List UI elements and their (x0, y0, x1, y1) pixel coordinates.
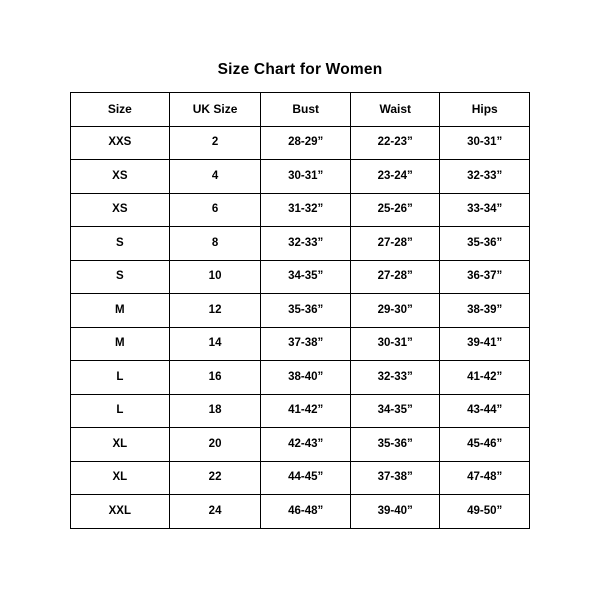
cell-bust: 37-38” (261, 327, 351, 361)
cell-bust: 31-32” (261, 193, 351, 227)
cell-size: XS (71, 160, 170, 194)
cell-uk-size: 4 (169, 160, 261, 194)
cell-size: S (71, 227, 170, 261)
cell-waist: 27-28” (350, 260, 440, 294)
column-header-bust: Bust (261, 93, 351, 127)
cell-hips: 45-46” (440, 428, 530, 462)
cell-uk-size: 24 (169, 495, 261, 529)
table-row (71, 327, 530, 361)
cell-uk-size: 12 (169, 294, 261, 328)
cell-size: L (71, 361, 170, 395)
cell-uk-size: 6 (169, 193, 261, 227)
table-row (71, 461, 530, 495)
column-header-uk-size: UK Size (169, 93, 261, 127)
cell-bust: 42-43” (261, 428, 351, 462)
cell-hips: 36-37” (440, 260, 530, 294)
cell-bust: 30-31” (261, 160, 351, 194)
table-header (71, 93, 530, 127)
cell-uk-size: 8 (169, 227, 261, 261)
table-body (71, 126, 530, 528)
cell-bust: 38-40” (261, 361, 351, 395)
cell-waist: 27-28” (350, 227, 440, 261)
cell-bust: 41-42” (261, 394, 351, 428)
cell-size: M (71, 294, 170, 328)
cell-hips: 43-44” (440, 394, 530, 428)
cell-hips: 32-33” (440, 160, 530, 194)
page-title: Size Chart for Women (217, 61, 383, 78)
cell-size: S (71, 260, 170, 294)
cell-size: M (71, 327, 170, 361)
cell-uk-size: 20 (169, 428, 261, 462)
cell-size: XXS (71, 126, 170, 160)
cell-size: XL (71, 461, 170, 495)
cell-waist: 39-40” (350, 495, 440, 529)
cell-waist: 37-38” (350, 461, 440, 495)
cell-waist: 22-23” (350, 126, 440, 160)
cell-uk-size: 18 (169, 394, 261, 428)
cell-waist: 35-36” (350, 428, 440, 462)
cell-hips: 30-31” (440, 126, 530, 160)
table-row (71, 227, 530, 261)
table-row (71, 126, 530, 160)
cell-hips: 49-50” (440, 495, 530, 529)
cell-bust: 35-36” (261, 294, 351, 328)
cell-waist: 34-35” (350, 394, 440, 428)
cell-waist: 29-30” (350, 294, 440, 328)
cell-waist: 25-26” (350, 193, 440, 227)
size-chart-table-container (70, 92, 530, 529)
column-header-hips: Hips (440, 93, 530, 127)
cell-waist: 30-31” (350, 327, 440, 361)
cell-uk-size: 22 (169, 461, 261, 495)
cell-bust: 34-35” (261, 260, 351, 294)
table-row (71, 160, 530, 194)
size-chart-table (70, 92, 530, 529)
column-header-size: Size (71, 93, 170, 127)
cell-size: XL (71, 428, 170, 462)
cell-uk-size: 10 (169, 260, 261, 294)
cell-hips: 41-42” (440, 361, 530, 395)
cell-hips: 47-48” (440, 461, 530, 495)
table-row (71, 193, 530, 227)
cell-uk-size: 2 (169, 126, 261, 160)
table-row (71, 260, 530, 294)
cell-hips: 33-34” (440, 193, 530, 227)
table-row (71, 361, 530, 395)
cell-waist: 32-33” (350, 361, 440, 395)
table-header-row (71, 93, 530, 127)
cell-bust: 44-45” (261, 461, 351, 495)
cell-uk-size: 16 (169, 361, 261, 395)
cell-size: L (71, 394, 170, 428)
table-row (71, 294, 530, 328)
cell-bust: 46-48” (261, 495, 351, 529)
cell-uk-size: 14 (169, 327, 261, 361)
table-row (71, 428, 530, 462)
column-header-waist: Waist (350, 93, 440, 127)
cell-hips: 35-36” (440, 227, 530, 261)
table-row (71, 495, 530, 529)
cell-waist: 23-24” (350, 160, 440, 194)
table-row (71, 394, 530, 428)
cell-size: XS (71, 193, 170, 227)
cell-hips: 38-39” (440, 294, 530, 328)
cell-size: XXL (71, 495, 170, 529)
cell-bust: 28-29” (261, 126, 351, 160)
cell-bust: 32-33” (261, 227, 351, 261)
cell-hips: 39-41” (440, 327, 530, 361)
